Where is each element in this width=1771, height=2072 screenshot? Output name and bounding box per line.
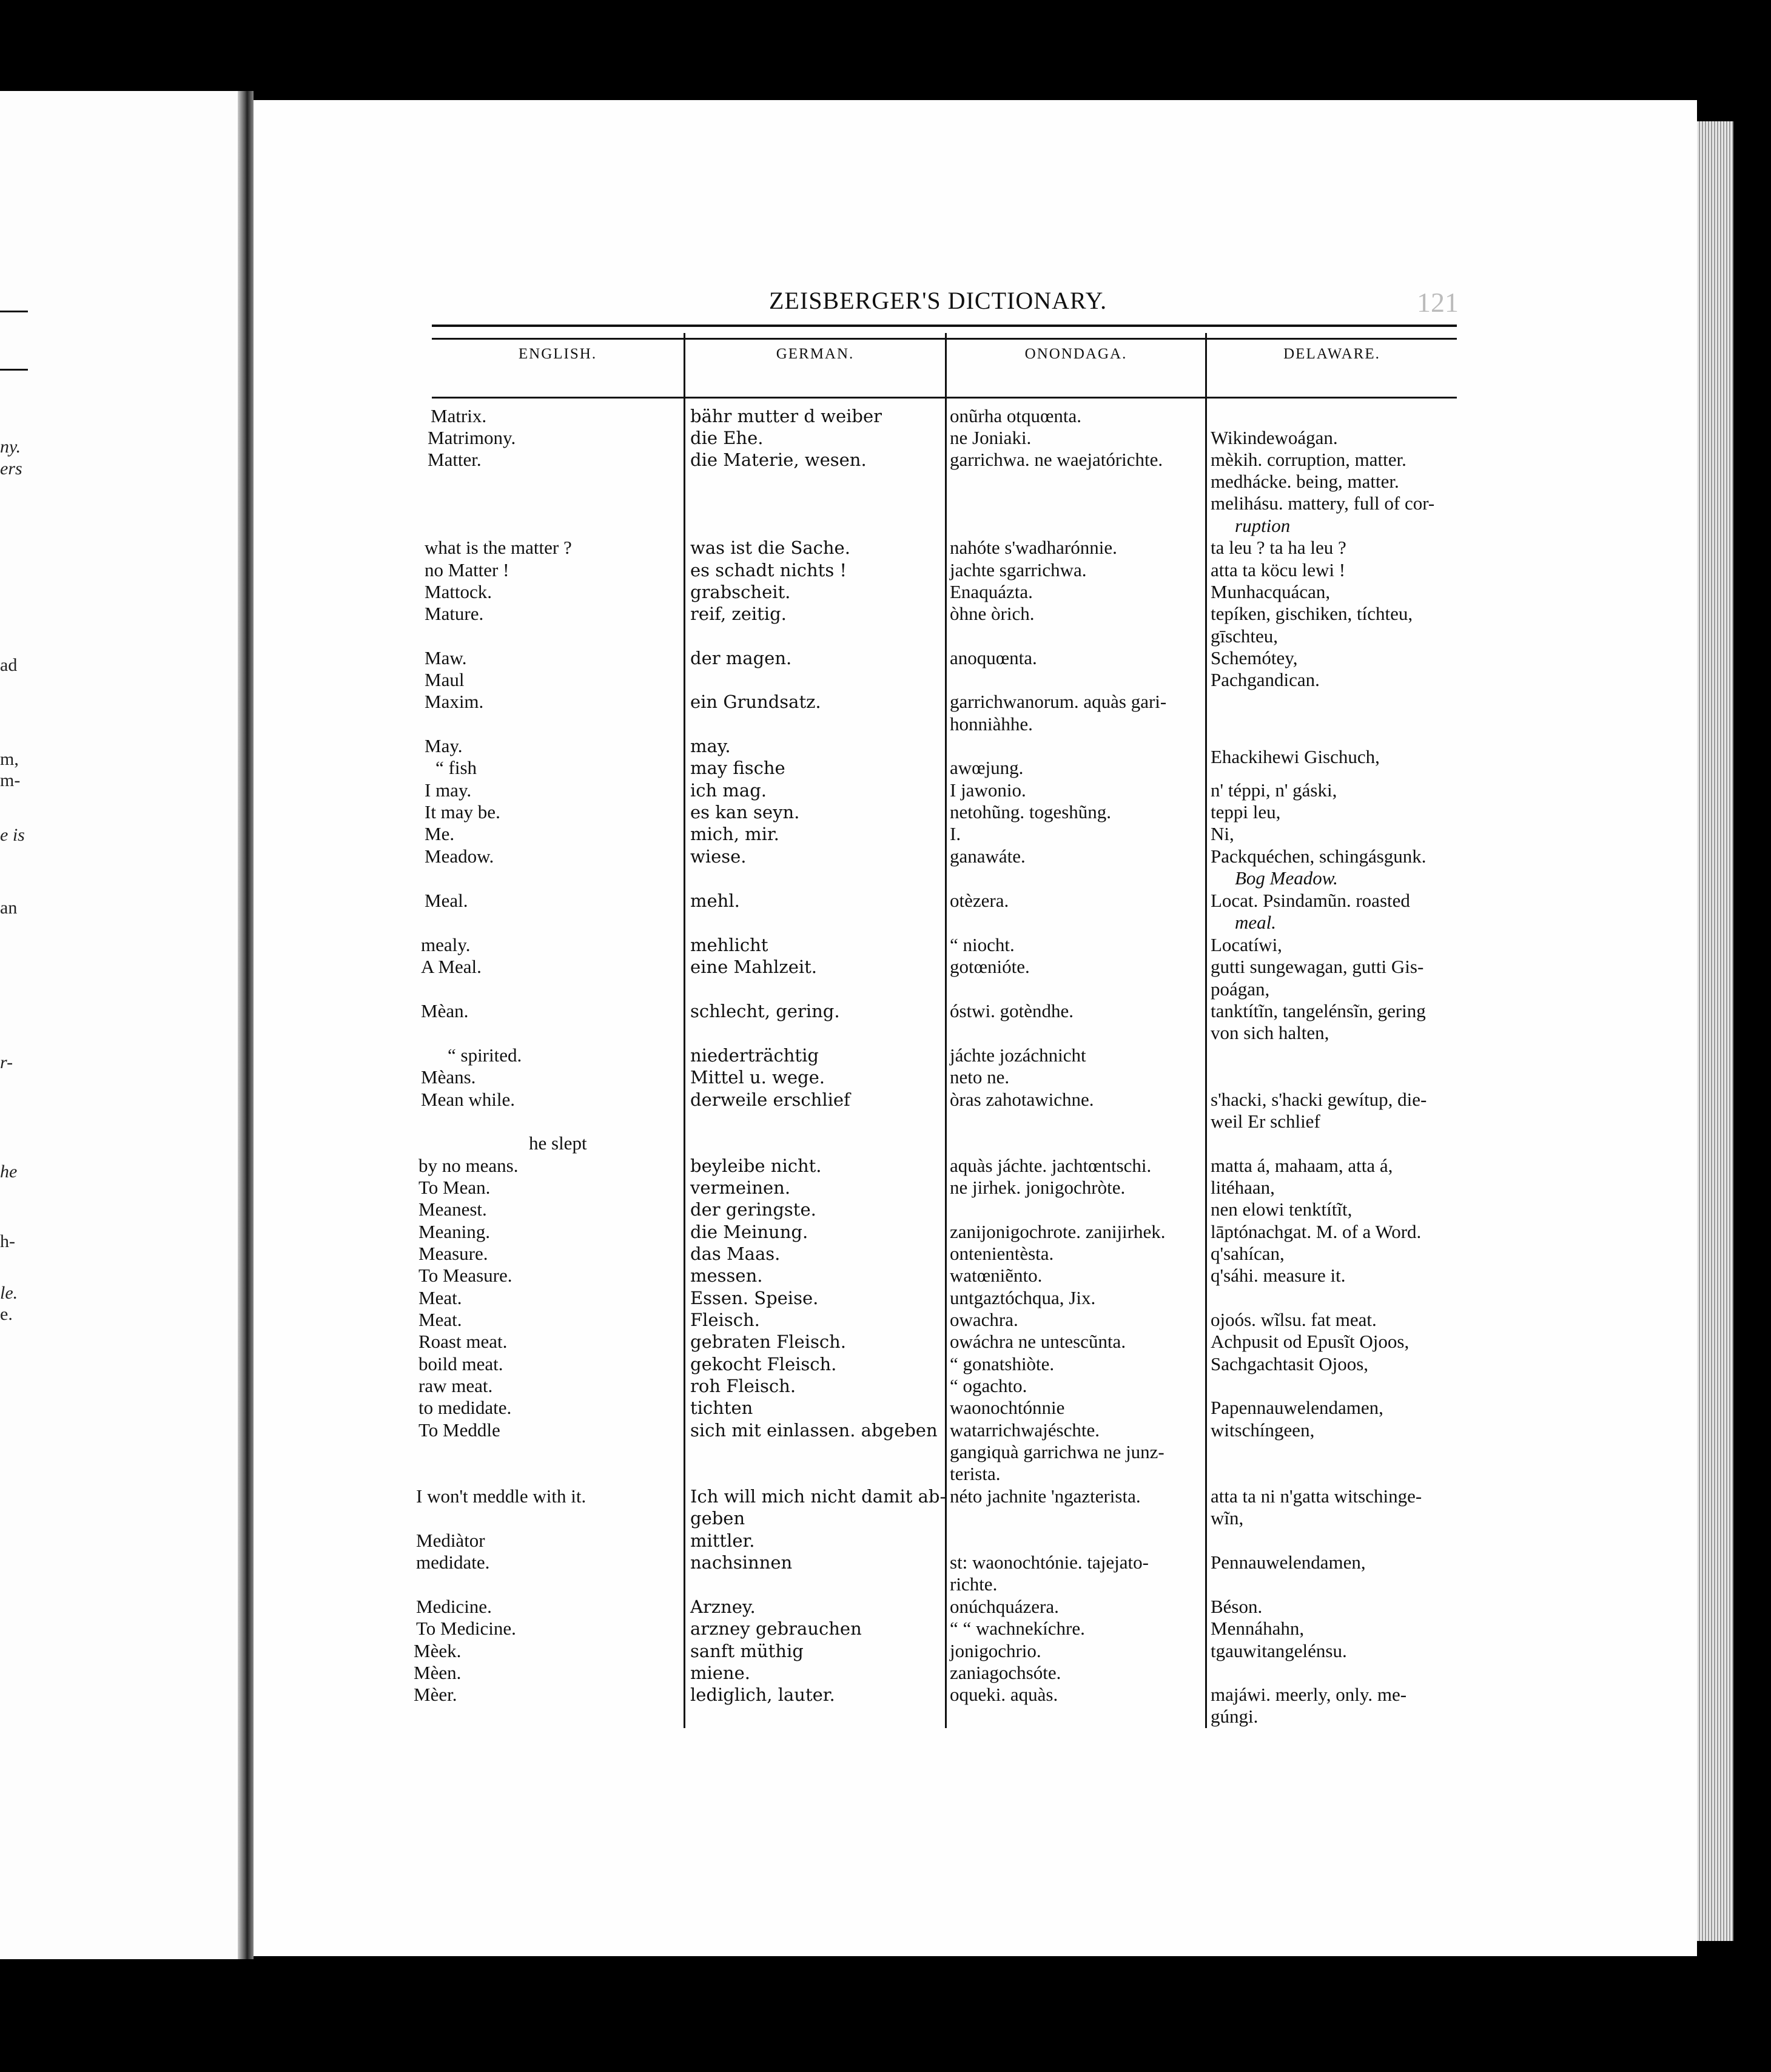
english-entry: To Measure.: [418, 1265, 512, 1286]
english-entry: Mattock.: [425, 581, 492, 602]
delaware-entry: von sich halten,: [1211, 1022, 1329, 1043]
german-entry: Ich will mich nicht damit ab-: [690, 1486, 946, 1507]
german-entry: tichten: [690, 1398, 753, 1418]
column-header-delaware: DELAWARE.: [1283, 346, 1380, 362]
delaware-entry: mèkih. corruption, matter.: [1211, 449, 1406, 470]
german-entry: es schadt nichts !: [690, 560, 847, 580]
german-entry: Arzney.: [690, 1596, 756, 1617]
delaware-entry: litéhaan,: [1211, 1177, 1275, 1198]
column-divider: [684, 333, 685, 1728]
delaware-entry: lāptónachgat. M. of a Word.: [1211, 1221, 1422, 1242]
english-entry: Roast meat.: [418, 1331, 508, 1352]
german-entry: lediglich, lauter.: [690, 1684, 835, 1705]
column-header-onondaga: ONONDAGA.: [1024, 346, 1127, 362]
delaware-entry: Sachgachtasit Ojoos,: [1211, 1353, 1369, 1374]
german-entry: grabscheit.: [690, 582, 791, 602]
german-entry: mich, mir.: [690, 824, 779, 844]
onondaga-entry: owachra.: [950, 1309, 1018, 1330]
onondaga-entry: honniàhhe.: [950, 713, 1033, 735]
header-rule: [432, 325, 1457, 327]
delaware-entry: s'hacki, s'hacki gewítup, die-: [1211, 1089, 1427, 1110]
german-entry: der geringste.: [690, 1199, 816, 1220]
onondaga-entry: ne jirhek. jonigochròte.: [950, 1177, 1126, 1198]
english-entry: what is the matter ?: [425, 537, 572, 558]
delaware-entry: gutti sungewagan, gutti Gis-: [1211, 956, 1424, 977]
german-entry: roh Fleisch.: [690, 1376, 796, 1396]
german-entry: bähr mutter d weiber: [690, 406, 882, 426]
english-entry: I may.: [425, 779, 472, 801]
delaware-entry: q'sahícan,: [1211, 1243, 1285, 1264]
onondaga-entry: “ gonatshiòte.: [950, 1353, 1055, 1374]
english-entry: medidate.: [416, 1552, 490, 1573]
onondaga-entry: ne Joniaki.: [950, 427, 1032, 448]
german-entry: gekocht Fleisch.: [690, 1354, 837, 1374]
left-fragment: e.: [0, 1304, 13, 1324]
german-entry: es kan seyn.: [690, 802, 800, 822]
delaware-entry: Pachgandican.: [1211, 669, 1320, 690]
delaware-entry: weil Er schlief: [1211, 1111, 1320, 1132]
german-entry: was ist die Sache.: [690, 537, 850, 558]
german-entry: eine Mahlzeit.: [690, 957, 818, 977]
delaware-entry: Locat. Psindamũn. roasted: [1211, 890, 1410, 911]
delaware-entry: nen elowi tenktítĩt,: [1211, 1199, 1353, 1220]
onondaga-entry: I jawonio.: [950, 779, 1026, 801]
left-fragment: ad: [0, 655, 18, 675]
left-fragment: le.: [0, 1283, 18, 1303]
german-entry: nachsinnen: [690, 1552, 793, 1573]
onondaga-entry: netohũng. togeshũng.: [950, 801, 1112, 822]
onondaga-entry: gotœnióte.: [950, 956, 1030, 977]
english-entry: he slept: [529, 1132, 587, 1154]
onondaga-entry: nahóte s'wadharónnie.: [950, 537, 1117, 558]
onondaga-entry: óstwi. gotèndhe.: [950, 1000, 1074, 1021]
german-entry: reif, zeitig.: [690, 604, 787, 624]
onondaga-entry: waonochtónnie: [950, 1397, 1065, 1418]
onondaga-entry: gangiquà garrichwa ne junz-: [950, 1441, 1164, 1462]
onondaga-entry: otèzera.: [950, 890, 1009, 911]
german-entry: geben: [690, 1508, 745, 1529]
german-entry: gebraten Fleisch.: [690, 1331, 847, 1352]
column-divider: [1205, 333, 1207, 1728]
onondaga-entry: zaniagochsóte.: [950, 1662, 1061, 1683]
delaware-entry: Achpusit od Epusĩt Ojoos,: [1211, 1331, 1410, 1352]
onondaga-entry: watœniẽnto.: [950, 1265, 1043, 1286]
left-fragment: he: [0, 1162, 18, 1182]
delaware-entry: Wikindewoágan.: [1211, 427, 1338, 448]
left-fragment: m-: [0, 770, 21, 790]
delaware-entry: poágan,: [1211, 978, 1270, 1000]
english-entry: mealy.: [421, 934, 471, 955]
english-entry: Mèan.: [421, 1000, 469, 1021]
onondaga-entry: òras zahotawichne.: [950, 1089, 1094, 1110]
delaware-entry: Ehackihewi Gischuch,: [1211, 746, 1380, 767]
onondaga-entry: jonigochrio.: [950, 1640, 1041, 1661]
delaware-entry: gúngi.: [1211, 1706, 1259, 1727]
english-entry: Mèen.: [414, 1662, 462, 1683]
delaware-entry: Mennáhahn,: [1211, 1618, 1305, 1639]
delaware-entry: gīschteu,: [1211, 625, 1279, 647]
german-entry: ich mag.: [690, 780, 767, 801]
onondaga-entry: anoquœnta.: [950, 647, 1037, 668]
delaware-entry: Ni,: [1211, 823, 1234, 844]
onondaga-entry: garrichwanorum. aquàs gari-: [950, 691, 1167, 712]
german-entry: der magen.: [690, 648, 792, 668]
german-entry: niederträchtig: [690, 1045, 819, 1066]
onondaga-entry: ganawáte.: [950, 846, 1026, 867]
delaware-entry: ojoós. wĩlsu. fat meat.: [1211, 1309, 1377, 1330]
left-fragment: an: [0, 898, 18, 918]
english-entry: Maxim.: [425, 691, 484, 712]
delaware-entry: Munhacquácan,: [1211, 581, 1331, 602]
onondaga-entry: Enaquázta.: [950, 581, 1033, 602]
delaware-entry: Packquéchen, schingásgunk.: [1211, 846, 1427, 867]
german-entry: ein Grundsatz.: [690, 691, 821, 712]
delaware-entry: Locatíwi,: [1211, 934, 1282, 955]
delaware-entry: Papennauwelendamen,: [1211, 1397, 1383, 1418]
german-entry: mehlicht: [690, 935, 768, 955]
english-entry: to medidate.: [418, 1397, 512, 1418]
german-entry: die Ehe.: [690, 428, 764, 448]
onondaga-entry: onũrha otquœnta.: [950, 405, 1081, 426]
onondaga-entry: I.: [950, 823, 961, 844]
onondaga-entry: awœjung.: [950, 757, 1024, 778]
german-entry: Mittel u. wege.: [690, 1067, 825, 1088]
german-entry: schlecht, gering.: [690, 1001, 840, 1021]
delaware-entry: witschíngeen,: [1211, 1419, 1315, 1441]
left-fragment: ers: [0, 459, 22, 479]
column-divider: [945, 333, 947, 1728]
left-fragment: m,: [0, 749, 19, 769]
english-entry: Meat.: [418, 1287, 462, 1308]
delaware-entry: n' téppi, n' gáski,: [1211, 779, 1337, 801]
delaware-entry: ruption: [1235, 515, 1291, 536]
german-entry: arzney gebrauchen: [690, 1618, 862, 1639]
english-entry: “ fish: [435, 757, 477, 778]
onondaga-entry: òhne òrich.: [950, 603, 1035, 624]
german-entry: wiese.: [690, 846, 747, 867]
onondaga-entry: néto jachnite 'ngazterista.: [950, 1485, 1141, 1507]
divider: [0, 311, 28, 312]
header-rule: [432, 338, 1457, 340]
english-entry: Matrimony.: [428, 427, 516, 448]
onondaga-entry: watarrichwajéschte.: [950, 1419, 1100, 1441]
english-entry: Meanest.: [418, 1199, 487, 1220]
book-gutter: [238, 91, 254, 1959]
english-entry: “ spirited.: [448, 1044, 522, 1066]
onondaga-entry: untgaztóchqua, Jix.: [950, 1287, 1096, 1308]
german-entry: derweile erschlief: [690, 1089, 850, 1110]
onondaga-entry: zanijonigochrote. zanijirhek.: [950, 1221, 1166, 1242]
german-entry: mehl.: [690, 890, 740, 911]
english-entry: Maul: [425, 669, 465, 690]
english-entry: I won't meddle with it.: [416, 1485, 586, 1507]
english-entry: Matter.: [428, 449, 482, 470]
delaware-entry: atta ta köcu lewi !: [1211, 559, 1346, 580]
english-entry: Meat.: [418, 1309, 462, 1330]
german-entry: sanft müthig: [690, 1641, 804, 1661]
german-entry: vermeinen.: [690, 1177, 791, 1198]
german-entry: miene.: [690, 1663, 750, 1683]
onondaga-entry: owáchra ne untescũnta.: [950, 1331, 1126, 1352]
german-entry: die Meinung.: [690, 1222, 808, 1242]
delaware-entry: tanktítĩn, tangelénsĩn, gering: [1211, 1000, 1426, 1021]
english-entry: To Meddle: [418, 1419, 500, 1441]
english-entry: May.: [425, 735, 463, 756]
english-entry: Mèans.: [421, 1066, 476, 1088]
english-entry: by no means.: [418, 1155, 519, 1176]
delaware-entry: matta á, mahaam, atta á,: [1211, 1155, 1393, 1176]
page-title: ZEISBERGER'S DICTIONARY.: [769, 287, 1107, 314]
divider: [0, 369, 28, 371]
delaware-entry: ta leu ? ta ha leu ?: [1211, 537, 1346, 558]
onondaga-entry: neto ne.: [950, 1066, 1010, 1088]
onondaga-entry: st: waonochtónie. tajejato-: [950, 1552, 1149, 1573]
english-entry: Meadow.: [425, 846, 494, 867]
english-entry: boild meat.: [418, 1353, 503, 1374]
onondaga-entry: onúchquázera.: [950, 1596, 1059, 1617]
onondaga-entry: oqueki. aquàs.: [950, 1684, 1058, 1705]
english-entry: Mèer.: [414, 1684, 457, 1705]
delaware-entry: Schemótey,: [1211, 647, 1298, 668]
left-fragment: ny.: [0, 437, 21, 457]
onondaga-entry: garrichwa. ne waejatórichte.: [950, 449, 1163, 470]
english-entry: Me.: [425, 823, 455, 844]
german-entry: sich mit einlassen. abgeben: [690, 1420, 938, 1441]
column-header-german: GERMAN.: [776, 346, 855, 362]
english-entry: no Matter !: [425, 559, 509, 580]
page-number: 121: [1417, 287, 1459, 318]
onondaga-entry: “ “ wachnekíchre.: [950, 1618, 1085, 1639]
delaware-entry: wĩn,: [1211, 1507, 1244, 1529]
english-entry: Matrix.: [431, 405, 487, 426]
delaware-entry: Pennauwelendamen,: [1211, 1552, 1366, 1573]
german-entry: may fische: [690, 758, 785, 778]
delaware-entry: melihásu. mattery, full of cor-: [1211, 493, 1435, 514]
delaware-entry: medhácke. being, matter.: [1211, 471, 1399, 492]
delaware-entry: meal.: [1235, 912, 1277, 933]
delaware-entry: atta ta ni n'gatta witschinge-: [1211, 1485, 1422, 1507]
delaware-entry: majáwi. meerly, only. me-: [1211, 1684, 1407, 1705]
german-entry: beyleibe nicht.: [690, 1155, 822, 1176]
page-edges: [1697, 121, 1733, 1941]
left-page-edge: [0, 91, 249, 1959]
header-rule: [432, 397, 1457, 399]
english-entry: It may be.: [425, 801, 500, 822]
delaware-entry: Bog Meadow.: [1235, 867, 1338, 889]
onondaga-entry: jachte sgarrichwa.: [950, 559, 1087, 580]
english-entry: Medicine.: [416, 1596, 492, 1617]
onondaga-entry: ontenientèsta.: [950, 1243, 1054, 1264]
left-fragment: h-: [0, 1231, 15, 1251]
german-entry: das Maas.: [690, 1243, 781, 1264]
left-fragment: e is: [0, 825, 25, 845]
english-entry: Meaning.: [418, 1221, 490, 1242]
english-entry: To Mean.: [418, 1177, 491, 1198]
english-entry: Meal.: [425, 890, 468, 911]
delaware-entry: tepíken, gischiken, tíchteu,: [1211, 603, 1413, 624]
column-header-english: ENGLISH.: [518, 346, 597, 362]
german-entry: messen.: [690, 1265, 763, 1286]
onondaga-entry: “ ogachto.: [950, 1375, 1027, 1396]
onondaga-entry: richte.: [950, 1573, 998, 1595]
left-fragment: r-: [0, 1052, 13, 1072]
german-entry: Fleisch.: [690, 1310, 760, 1330]
onondaga-entry: aquàs jáchte. jachtœntschi.: [950, 1155, 1152, 1176]
english-entry: Maw.: [425, 647, 467, 668]
onondaga-entry: terista.: [950, 1463, 1001, 1484]
onondaga-entry: jáchte jozáchnicht: [950, 1044, 1086, 1066]
english-entry: Mature.: [425, 603, 484, 624]
english-entry: To Medicine.: [416, 1618, 516, 1639]
german-entry: may.: [690, 736, 731, 756]
onondaga-entry: “ niocht.: [950, 934, 1015, 955]
german-entry: die Materie, wesen.: [690, 449, 867, 470]
english-entry: A Meal.: [421, 956, 482, 977]
delaware-entry: teppi leu,: [1211, 801, 1281, 822]
delaware-entry: q'sáhi. measure it.: [1211, 1265, 1346, 1286]
german-entry: mittler.: [690, 1530, 755, 1551]
english-entry: Mèek.: [414, 1640, 462, 1661]
delaware-entry: tgauwitangelénsu.: [1211, 1640, 1347, 1661]
english-entry: Mediàtor: [416, 1530, 485, 1551]
english-entry: Mean while.: [421, 1089, 515, 1110]
english-entry: Measure.: [418, 1243, 488, 1264]
english-entry: raw meat.: [418, 1375, 493, 1396]
delaware-entry: Béson.: [1211, 1596, 1263, 1617]
german-entry: Essen. Speise.: [690, 1288, 819, 1308]
